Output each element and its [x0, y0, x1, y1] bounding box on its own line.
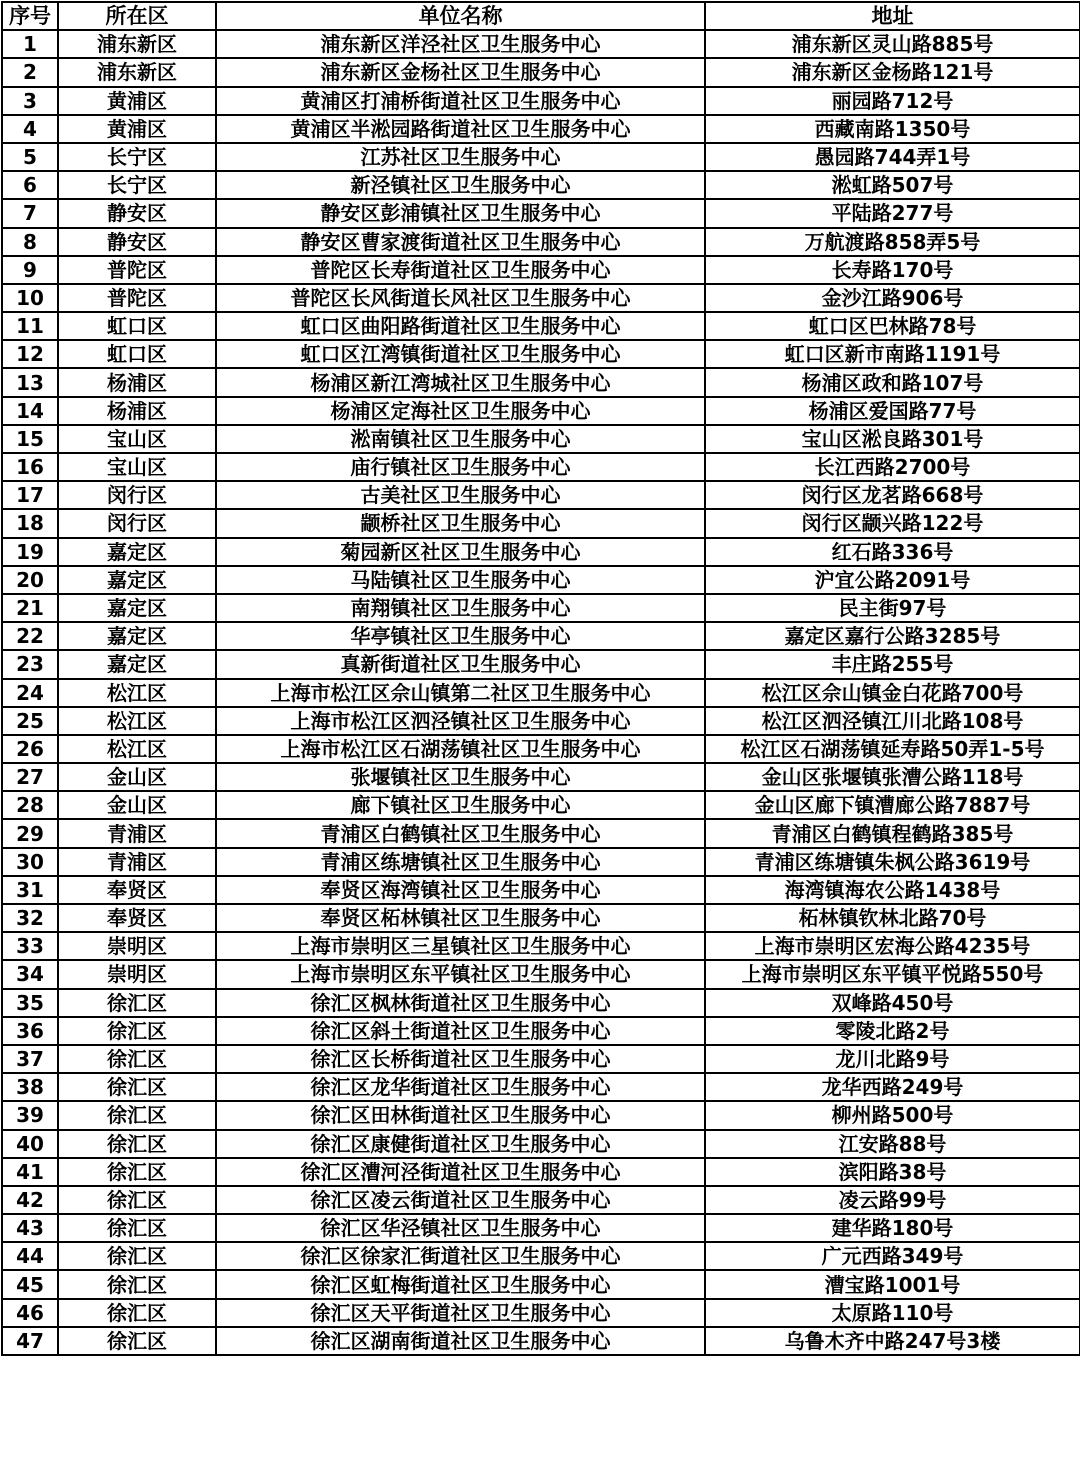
cell-index: 15	[2, 425, 58, 453]
table-body	[2, 30, 1080, 1355]
cell-unit-name: 浦东新区洋泾社区卫生服务中心	[216, 30, 705, 58]
cell-unit-name: 普陀区长风街道长风社区卫生服务中心	[216, 284, 705, 312]
cell-address: 青浦区白鹤镇程鹤路385号	[705, 819, 1080, 847]
cell-unit-name: 徐汇区康健街道社区卫生服务中心	[216, 1130, 705, 1158]
cell-unit-name: 徐汇区长桥街道社区卫生服务中心	[216, 1045, 705, 1073]
cell-unit-name: 徐汇区漕河泾街道社区卫生服务中心	[216, 1158, 705, 1186]
table-row	[2, 1158, 1080, 1186]
table-row	[2, 87, 1080, 115]
cell-index: 47	[2, 1327, 58, 1355]
cell-unit-name: 上海市崇明区东平镇社区卫生服务中心	[216, 960, 705, 988]
cell-index: 24	[2, 679, 58, 707]
cell-district: 杨浦区	[58, 397, 216, 425]
cell-index: 10	[2, 284, 58, 312]
cell-index: 13	[2, 368, 58, 396]
cell-address: 海湾镇海农公路1438号	[705, 876, 1080, 904]
table-row	[2, 284, 1080, 312]
cell-unit-name: 杨浦区新江湾城社区卫生服务中心	[216, 368, 705, 396]
table-row	[2, 1101, 1080, 1129]
cell-address: 嘉定区嘉行公路3285号	[705, 622, 1080, 650]
table-row	[2, 1299, 1080, 1327]
table-row	[2, 171, 1080, 199]
header-row	[2, 2, 1080, 30]
cell-index: 28	[2, 791, 58, 819]
table-row	[2, 425, 1080, 453]
cell-district: 杨浦区	[58, 368, 216, 396]
cell-district: 松江区	[58, 679, 216, 707]
cell-address: 金山区张堰镇张漕公路118号	[705, 763, 1080, 791]
table-row	[2, 340, 1080, 368]
cell-address: 金山区廊下镇漕廊公路7887号	[705, 791, 1080, 819]
cell-address: 滨阳路38号	[705, 1158, 1080, 1186]
cell-district: 徐汇区	[58, 989, 216, 1017]
table-row	[2, 115, 1080, 143]
table-row	[2, 932, 1080, 960]
table-row	[2, 960, 1080, 988]
header-index: 序号	[2, 2, 58, 30]
cell-index: 25	[2, 707, 58, 735]
cell-unit-name: 黄浦区打浦桥街道社区卫生服务中心	[216, 87, 705, 115]
cell-address: 杨浦区政和路107号	[705, 368, 1080, 396]
cell-district: 嘉定区	[58, 650, 216, 678]
cell-district: 宝山区	[58, 425, 216, 453]
cell-address: 宝山区淞良路301号	[705, 425, 1080, 453]
cell-index: 32	[2, 904, 58, 932]
cell-index: 42	[2, 1186, 58, 1214]
cell-district: 浦东新区	[58, 30, 216, 58]
cell-index: 4	[2, 115, 58, 143]
cell-district: 宝山区	[58, 453, 216, 481]
cell-unit-name: 杨浦区定海社区卫生服务中心	[216, 397, 705, 425]
cell-district: 长宁区	[58, 143, 216, 171]
cell-index: 8	[2, 228, 58, 256]
cell-unit-name: 庙行镇社区卫生服务中心	[216, 453, 705, 481]
cell-district: 崇明区	[58, 960, 216, 988]
cell-unit-name: 徐汇区徐家汇街道社区卫生服务中心	[216, 1242, 705, 1270]
cell-district: 徐汇区	[58, 1299, 216, 1327]
cell-address: 虹口区新市南路1191号	[705, 340, 1080, 368]
table-row	[2, 566, 1080, 594]
cell-address: 万航渡路858弄5号	[705, 228, 1080, 256]
cell-index: 44	[2, 1242, 58, 1270]
table-row	[2, 791, 1080, 819]
cell-index: 11	[2, 312, 58, 340]
header-address: 地址	[705, 2, 1080, 30]
cell-index: 45	[2, 1270, 58, 1298]
cell-index: 35	[2, 989, 58, 1017]
cell-unit-name: 奉贤区柘林镇社区卫生服务中心	[216, 904, 705, 932]
cell-index: 21	[2, 594, 58, 622]
table-row	[2, 453, 1080, 481]
cell-unit-name: 廊下镇社区卫生服务中心	[216, 791, 705, 819]
cell-index: 14	[2, 397, 58, 425]
table-row	[2, 1045, 1080, 1073]
cell-unit-name: 新泾镇社区卫生服务中心	[216, 171, 705, 199]
cell-district: 徐汇区	[58, 1186, 216, 1214]
cell-unit-name: 真新街道社区卫生服务中心	[216, 650, 705, 678]
cell-district: 普陀区	[58, 284, 216, 312]
cell-district: 闵行区	[58, 481, 216, 509]
cell-district: 徐汇区	[58, 1270, 216, 1298]
cell-index: 3	[2, 87, 58, 115]
cell-unit-name: 上海市松江区石湖荡镇社区卫生服务中心	[216, 735, 705, 763]
table-row	[2, 904, 1080, 932]
cell-unit-name: 上海市崇明区三星镇社区卫生服务中心	[216, 932, 705, 960]
cell-unit-name: 静安区彭浦镇社区卫生服务中心	[216, 199, 705, 227]
cell-index: 16	[2, 453, 58, 481]
table-row	[2, 1130, 1080, 1158]
cell-district: 徐汇区	[58, 1214, 216, 1242]
cell-address: 凌云路99号	[705, 1186, 1080, 1214]
cell-unit-name: 张堰镇社区卫生服务中心	[216, 763, 705, 791]
cell-district: 浦东新区	[58, 58, 216, 86]
cell-unit-name: 青浦区练塘镇社区卫生服务中心	[216, 848, 705, 876]
header-district: 所在区	[58, 2, 216, 30]
cell-unit-name: 颛桥社区卫生服务中心	[216, 509, 705, 537]
cell-index: 27	[2, 763, 58, 791]
cell-unit-name: 虹口区江湾镇街道社区卫生服务中心	[216, 340, 705, 368]
table-row	[2, 58, 1080, 86]
cell-unit-name: 菊园新区社区卫生服务中心	[216, 538, 705, 566]
cell-district: 黄浦区	[58, 87, 216, 115]
cell-index: 12	[2, 340, 58, 368]
cell-address: 丽园路712号	[705, 87, 1080, 115]
cell-district: 徐汇区	[58, 1045, 216, 1073]
table-row	[2, 509, 1080, 537]
cell-unit-name: 徐汇区田林街道社区卫生服务中心	[216, 1101, 705, 1129]
cell-district: 嘉定区	[58, 566, 216, 594]
cell-unit-name: 徐汇区斜土街道社区卫生服务中心	[216, 1017, 705, 1045]
cell-unit-name: 南翔镇社区卫生服务中心	[216, 594, 705, 622]
table-row	[2, 1327, 1080, 1355]
cell-index: 20	[2, 566, 58, 594]
cell-district: 徐汇区	[58, 1327, 216, 1355]
cell-address: 上海市崇明区宏海公路4235号	[705, 932, 1080, 960]
cell-index: 30	[2, 848, 58, 876]
cell-district: 嘉定区	[58, 594, 216, 622]
cell-address: 松江区佘山镇金白花路700号	[705, 679, 1080, 707]
cell-district: 徐汇区	[58, 1101, 216, 1129]
cell-index: 9	[2, 256, 58, 284]
table-row	[2, 594, 1080, 622]
table-row	[2, 228, 1080, 256]
cell-unit-name: 马陆镇社区卫生服务中心	[216, 566, 705, 594]
cell-district: 静安区	[58, 199, 216, 227]
cell-address: 丰庄路255号	[705, 650, 1080, 678]
cell-district: 金山区	[58, 791, 216, 819]
cell-unit-name: 虹口区曲阳路街道社区卫生服务中心	[216, 312, 705, 340]
cell-index: 33	[2, 932, 58, 960]
cell-address: 愚园路744弄1号	[705, 143, 1080, 171]
cell-address: 长江西路2700号	[705, 453, 1080, 481]
cell-index: 1	[2, 30, 58, 58]
cell-index: 5	[2, 143, 58, 171]
cell-index: 19	[2, 538, 58, 566]
cell-address: 松江区泗泾镇江川北路108号	[705, 707, 1080, 735]
cell-district: 青浦区	[58, 819, 216, 847]
cell-district: 长宁区	[58, 171, 216, 199]
cell-address: 金沙江路906号	[705, 284, 1080, 312]
cell-district: 青浦区	[58, 848, 216, 876]
cell-address: 闵行区龙茗路668号	[705, 481, 1080, 509]
cell-address: 零陵北路2号	[705, 1017, 1080, 1045]
cell-address: 杨浦区爱国路77号	[705, 397, 1080, 425]
cell-unit-name: 徐汇区凌云街道社区卫生服务中心	[216, 1186, 705, 1214]
cell-index: 7	[2, 199, 58, 227]
cell-index: 17	[2, 481, 58, 509]
cell-unit-name: 上海市松江区泗泾镇社区卫生服务中心	[216, 707, 705, 735]
health-center-table	[1, 1, 1080, 1356]
cell-index: 37	[2, 1045, 58, 1073]
cell-address: 乌鲁木齐中路247号3楼	[705, 1327, 1080, 1355]
table-row	[2, 143, 1080, 171]
cell-district: 普陀区	[58, 256, 216, 284]
cell-district: 闵行区	[58, 509, 216, 537]
table-row	[2, 368, 1080, 396]
cell-district: 松江区	[58, 707, 216, 735]
cell-address: 浦东新区金杨路121号	[705, 58, 1080, 86]
cell-unit-name: 静安区曹家渡街道社区卫生服务中心	[216, 228, 705, 256]
cell-district: 崇明区	[58, 932, 216, 960]
cell-district: 嘉定区	[58, 622, 216, 650]
table-row	[2, 256, 1080, 284]
cell-address: 建华路180号	[705, 1214, 1080, 1242]
cell-index: 38	[2, 1073, 58, 1101]
cell-district: 徐汇区	[58, 1242, 216, 1270]
table-row	[2, 622, 1080, 650]
cell-unit-name: 上海市松江区佘山镇第二社区卫生服务中心	[216, 679, 705, 707]
cell-address: 长寿路170号	[705, 256, 1080, 284]
table-row	[2, 650, 1080, 678]
cell-address: 西藏南路1350号	[705, 115, 1080, 143]
cell-address: 红石路336号	[705, 538, 1080, 566]
cell-unit-name: 江苏社区卫生服务中心	[216, 143, 705, 171]
table-row	[2, 848, 1080, 876]
cell-district: 徐汇区	[58, 1158, 216, 1186]
header-unit-name: 单位名称	[216, 2, 705, 30]
cell-district: 嘉定区	[58, 538, 216, 566]
cell-unit-name: 普陀区长寿街道社区卫生服务中心	[216, 256, 705, 284]
cell-index: 22	[2, 622, 58, 650]
cell-index: 2	[2, 58, 58, 86]
cell-index: 41	[2, 1158, 58, 1186]
cell-unit-name: 徐汇区龙华街道社区卫生服务中心	[216, 1073, 705, 1101]
cell-address: 平陆路277号	[705, 199, 1080, 227]
cell-index: 46	[2, 1299, 58, 1327]
table-row	[2, 763, 1080, 791]
cell-district: 徐汇区	[58, 1017, 216, 1045]
cell-address: 龙川北路9号	[705, 1045, 1080, 1073]
cell-unit-name: 淞南镇社区卫生服务中心	[216, 425, 705, 453]
cell-district: 金山区	[58, 763, 216, 791]
cell-address: 太原路110号	[705, 1299, 1080, 1327]
table-row	[2, 819, 1080, 847]
table-row	[2, 199, 1080, 227]
cell-address: 江安路88号	[705, 1130, 1080, 1158]
cell-unit-name: 浦东新区金杨社区卫生服务中心	[216, 58, 705, 86]
table-row	[2, 1186, 1080, 1214]
cell-address: 沪宜公路2091号	[705, 566, 1080, 594]
cell-district: 松江区	[58, 735, 216, 763]
cell-address: 虹口区巴林路78号	[705, 312, 1080, 340]
table-row	[2, 735, 1080, 763]
table-row	[2, 397, 1080, 425]
table-row	[2, 1214, 1080, 1242]
cell-index: 39	[2, 1101, 58, 1129]
cell-index: 6	[2, 171, 58, 199]
cell-address: 浦东新区灵山路885号	[705, 30, 1080, 58]
cell-unit-name: 黄浦区半淞园路街道社区卫生服务中心	[216, 115, 705, 143]
table-row	[2, 989, 1080, 1017]
cell-unit-name: 徐汇区虹梅街道社区卫生服务中心	[216, 1270, 705, 1298]
cell-index: 26	[2, 735, 58, 763]
cell-district: 奉贤区	[58, 876, 216, 904]
cell-index: 43	[2, 1214, 58, 1242]
cell-index: 31	[2, 876, 58, 904]
cell-unit-name: 古美社区卫生服务中心	[216, 481, 705, 509]
cell-index: 23	[2, 650, 58, 678]
cell-address: 淞虹路507号	[705, 171, 1080, 199]
cell-unit-name: 青浦区白鹤镇社区卫生服务中心	[216, 819, 705, 847]
cell-address: 广元西路349号	[705, 1242, 1080, 1270]
table-row	[2, 30, 1080, 58]
table-row	[2, 1270, 1080, 1298]
cell-address: 龙华西路249号	[705, 1073, 1080, 1101]
cell-address: 青浦区练塘镇朱枫公路3619号	[705, 848, 1080, 876]
cell-index: 18	[2, 509, 58, 537]
cell-address: 柘林镇钦林北路70号	[705, 904, 1080, 932]
cell-district: 静安区	[58, 228, 216, 256]
cell-district: 黄浦区	[58, 115, 216, 143]
cell-unit-name: 徐汇区湖南街道社区卫生服务中心	[216, 1327, 705, 1355]
cell-index: 34	[2, 960, 58, 988]
cell-unit-name: 徐汇区华泾镇社区卫生服务中心	[216, 1214, 705, 1242]
cell-district: 奉贤区	[58, 904, 216, 932]
cell-district: 虹口区	[58, 340, 216, 368]
table-row	[2, 876, 1080, 904]
cell-address: 双峰路450号	[705, 989, 1080, 1017]
cell-district: 徐汇区	[58, 1130, 216, 1158]
cell-address: 上海市崇明区东平镇平悦路550号	[705, 960, 1080, 988]
cell-unit-name: 奉贤区海湾镇社区卫生服务中心	[216, 876, 705, 904]
table-row	[2, 679, 1080, 707]
cell-address: 柳州路500号	[705, 1101, 1080, 1129]
table-row	[2, 707, 1080, 735]
table-row	[2, 1017, 1080, 1045]
cell-unit-name: 徐汇区天平街道社区卫生服务中心	[216, 1299, 705, 1327]
cell-district: 虹口区	[58, 312, 216, 340]
table-row	[2, 312, 1080, 340]
table-row	[2, 538, 1080, 566]
table-row	[2, 1073, 1080, 1101]
cell-address: 松江区石湖荡镇延寿路50弄1-5号	[705, 735, 1080, 763]
table-row	[2, 1242, 1080, 1270]
cell-unit-name: 徐汇区枫林街道社区卫生服务中心	[216, 989, 705, 1017]
cell-index: 36	[2, 1017, 58, 1045]
cell-index: 40	[2, 1130, 58, 1158]
table-row	[2, 481, 1080, 509]
cell-district: 徐汇区	[58, 1073, 216, 1101]
cell-address: 民主街97号	[705, 594, 1080, 622]
cell-unit-name: 华亭镇社区卫生服务中心	[216, 622, 705, 650]
cell-address: 漕宝路1001号	[705, 1270, 1080, 1298]
cell-address: 闵行区颛兴路122号	[705, 509, 1080, 537]
cell-index: 29	[2, 819, 58, 847]
